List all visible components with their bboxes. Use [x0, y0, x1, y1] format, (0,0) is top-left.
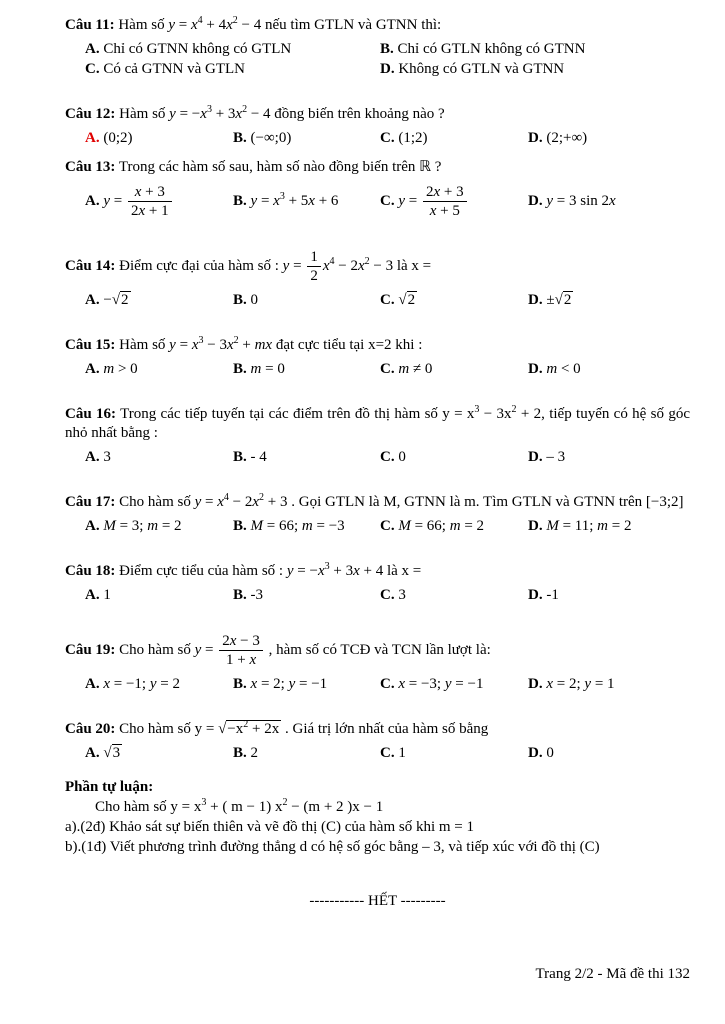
answer-option: [85, 182, 233, 221]
option-letter: C.: [380, 449, 395, 465]
option-text: - 4: [250, 449, 267, 465]
answer-option: [85, 448, 233, 467]
option-text: m = 0: [250, 361, 285, 377]
answer-option: [233, 192, 380, 211]
option-text: M = 66; m = −3: [250, 518, 345, 534]
question-label: Câu 13:: [65, 159, 116, 175]
option-letter: C.: [380, 130, 395, 146]
option-text: -1: [546, 587, 559, 603]
answer-option: [85, 360, 233, 379]
option-text: 3: [103, 449, 111, 465]
option-text: M = 11; m = 2: [546, 518, 632, 534]
question-stem-text: Trong các tiếp tuyến tại các điểm trên đồ thị hàm số $y = x^3 - 3x^2 + 2$, tiếp tuyến có hệ số góc nhỏ nhất bằng :: [65, 404, 690, 441]
option-letter: A.: [85, 449, 100, 465]
question: [65, 720, 690, 763]
option-letter: D.: [528, 193, 543, 209]
option-letter: B.: [233, 361, 247, 377]
option-letter: A.: [85, 192, 100, 209]
options-row: [65, 517, 690, 536]
answer-option: [380, 675, 528, 694]
answer-option: [380, 360, 528, 379]
question-stem-text: Cho hàm số $y = √-x^2 + 2x$ . Giá trị lớn nhất của hàm số bằng: [119, 719, 489, 737]
option-letter: D.: [528, 518, 543, 534]
option-letter: C.: [85, 61, 100, 77]
option-letter: C.: [380, 361, 395, 377]
option-text: (1;2): [398, 130, 428, 146]
answer-option: [233, 517, 380, 536]
option-text: 2: [250, 745, 259, 761]
option-letter: B.: [233, 587, 247, 603]
option-text: Không có GTLN và GTNN: [398, 61, 565, 77]
question-stem-text: Điểm cực đại của hàm số : y = $\frac{1}{2}$ $x^4 - 2x^2 - 3$ là x =: [119, 249, 432, 284]
question: [65, 16, 690, 79]
option-letter: D.: [528, 745, 543, 761]
option-letter: A.: [85, 41, 100, 57]
option-letter: D.: [528, 292, 543, 308]
question-stem: [65, 631, 690, 670]
question-stem-text: Hàm số $y = x^3 - 3x^2$ + mx đạt cực tiểu tại x=2 khi :: [119, 335, 423, 353]
option-letter: A.: [85, 676, 100, 692]
question-stem: [65, 720, 690, 739]
question-stem: [65, 16, 690, 35]
option-letter: B.: [380, 41, 394, 57]
option-text: m ≠ 0: [398, 361, 433, 377]
options-row: [65, 586, 690, 605]
option-letter: D.: [528, 676, 543, 692]
answer-option: [233, 291, 380, 310]
options-row: [65, 129, 690, 148]
options-row: [65, 448, 690, 467]
options-row: [65, 744, 690, 763]
question-stem-text: Cho hàm số y = $\frac{2x - 3}{1 + x}$ , hàm số có TCĐ và TCN lần lượt là:: [119, 633, 491, 668]
option-letter: C.: [380, 192, 395, 209]
option-text: x = 2; y = −1: [250, 676, 328, 692]
option-text: x = −3; y = −1: [398, 676, 484, 692]
answer-option: [85, 40, 380, 59]
option-text: 3: [398, 587, 406, 603]
option-text: m > 0: [103, 361, 138, 377]
option-text: Chỉ có GTLN không có GTNN: [397, 41, 586, 57]
options-row: [65, 291, 690, 310]
question-stem-text: Điểm cực tiểu của hàm số : $y = -x^3 + 3x + 4$ là x =: [119, 561, 422, 579]
answer-option: [528, 586, 690, 605]
option-letter: D.: [380, 61, 395, 77]
answer-option: [380, 182, 528, 221]
essay-intro: Cho hàm số $y = x^3$ + ( m − 1) $x^2 - (m + 2$ )x − 1: [95, 797, 384, 815]
question: [65, 405, 690, 467]
answer-option: [85, 129, 233, 148]
answer-option: [528, 360, 690, 379]
option-text: m < 0: [546, 361, 581, 377]
option-text: (−∞;0): [250, 130, 292, 146]
question: [65, 158, 690, 221]
answer-option: [233, 675, 380, 694]
option-letter: A.: [85, 361, 100, 377]
question: [65, 562, 690, 605]
end-divider: ----------- HẾT ---------: [309, 893, 446, 909]
question: [65, 336, 690, 379]
question-label: Câu 16:: [65, 406, 117, 422]
option-text: 1: [103, 587, 111, 603]
option-text: M = 3; m = 2: [103, 518, 182, 534]
option-letter: B.: [233, 676, 247, 692]
answer-option: [528, 192, 690, 211]
essay-part-b: b).(1đ) Viết phương trình đường thẳng d có hệ số góc bằng – 3, và tiếp xúc với đồ thị (C): [65, 839, 600, 855]
question-label: Câu 20:: [65, 721, 116, 737]
answer-option: [380, 517, 528, 536]
question-stem: [65, 405, 690, 443]
option-text: x = 2; y = 1: [546, 676, 615, 692]
question-stem: [65, 336, 690, 355]
question: [65, 105, 690, 148]
option-text: (0;2): [103, 130, 133, 146]
option-letter: C.: [380, 518, 395, 534]
essay-heading: Phần tự luận:: [65, 779, 154, 795]
answer-option: [528, 517, 690, 536]
option-text: $y = x^3 + 5x + 6$: [250, 191, 339, 209]
essay-part-a: a).(2đ) Khảo sát sự biến thiên và vẽ đồ thị (C) của hàm số khi m = 1: [65, 819, 474, 835]
answer-option: [85, 291, 233, 310]
option-text: x = −1; y = 2: [103, 676, 180, 692]
option-letter: B.: [233, 130, 247, 146]
question-label: Câu 14:: [65, 257, 116, 274]
answer-option: [233, 586, 380, 605]
option-letter: B.: [233, 745, 247, 761]
options-row: [65, 360, 690, 379]
option-text: √2: [398, 292, 416, 308]
page-footer: Trang 2/2 - Mã đề thi 132: [535, 966, 690, 982]
question: [65, 493, 690, 536]
option-text: y = $\frac{x + 3}{2x + 1}$: [103, 193, 173, 209]
option-letter: C.: [380, 745, 395, 761]
option-letter: C.: [380, 676, 395, 692]
option-text: y = $\frac{2x + 3}{x + 5}$: [398, 193, 468, 209]
question: [65, 247, 690, 310]
option-letter: A.: [85, 587, 100, 603]
answer-option: [380, 586, 528, 605]
option-letter: D.: [528, 449, 543, 465]
question-label: Câu 12:: [65, 106, 116, 122]
question-stem: [65, 247, 690, 286]
answer-option: [85, 60, 380, 79]
question-label: Câu 18:: [65, 563, 116, 579]
question-stem-text: Hàm số $y = -x^3 + 3x^2 - 4$ đồng biến trên khoảng nào ?: [119, 104, 445, 122]
option-letter: A.: [85, 130, 100, 146]
answer-option: [380, 129, 528, 148]
options-row: [65, 40, 690, 79]
option-letter: B.: [233, 518, 247, 534]
answer-option: [233, 744, 380, 763]
answer-option: [85, 675, 233, 694]
answer-option: [85, 517, 233, 536]
question-label: Câu 17:: [65, 494, 116, 510]
answer-option: [528, 744, 690, 763]
option-text: ±√2: [546, 292, 572, 308]
option-letter: D.: [528, 587, 543, 603]
option-text: -3: [250, 587, 264, 603]
option-text: √3: [103, 745, 121, 761]
answer-option: [528, 448, 690, 467]
option-letter: A.: [85, 518, 100, 534]
question-label: Câu 19:: [65, 641, 116, 658]
answer-option: [380, 291, 528, 310]
answer-option: [528, 291, 690, 310]
option-text: M = 66; m = 2: [398, 518, 485, 534]
option-text: Chỉ có GTNN không có GTLN: [103, 41, 292, 57]
option-text: 1: [398, 745, 406, 761]
answer-option: [233, 129, 380, 148]
question-label: Câu 15:: [65, 337, 116, 353]
option-text: y = 3 sin 2x: [546, 193, 616, 209]
option-text: (2;+∞): [546, 130, 588, 146]
option-letter: A.: [85, 292, 100, 308]
answer-option: [233, 360, 380, 379]
option-letter: D.: [528, 130, 543, 146]
question-stem-text: Trong các hàm số sau, hàm số nào đồng biến trên ℝ ?: [118, 159, 442, 175]
answer-option: [380, 448, 528, 467]
question-stem: [65, 562, 690, 581]
option-letter: B.: [233, 449, 247, 465]
essay-section: [65, 777, 690, 857]
option-text: 0: [250, 292, 259, 308]
question-stem-text: Cho hàm số $y = x^4 - 2x^2 + 3$ . Gọi GTLN là M, GTNN là m. Tìm GTLN và GTNN trên [−3;2]: [119, 492, 684, 510]
option-letter: D.: [528, 361, 543, 377]
option-letter: B.: [233, 193, 247, 209]
answer-option: [528, 129, 690, 148]
questions: [65, 16, 690, 763]
option-letter: B.: [233, 292, 247, 308]
question-stem: [65, 105, 690, 124]
question-stem: [65, 158, 690, 177]
option-text: −√2: [103, 292, 129, 308]
answer-option: [380, 40, 690, 59]
options-row: [65, 182, 690, 221]
answer-option: [85, 744, 233, 763]
option-letter: A.: [85, 745, 100, 761]
option-text: Có cả GTNN và GTLN: [103, 61, 245, 77]
option-text: 0: [546, 745, 554, 761]
answer-option: [233, 448, 380, 467]
option-text: – 3: [546, 449, 566, 465]
question: [65, 631, 690, 694]
question-stem: [65, 493, 690, 512]
question-label: Câu 11:: [65, 17, 115, 33]
answer-option: [528, 675, 690, 694]
answer-option: [380, 60, 690, 79]
answer-option: [380, 744, 528, 763]
options-row: [65, 675, 690, 694]
option-letter: C.: [380, 292, 395, 308]
option-letter: C.: [380, 587, 395, 603]
question-stem-text: Hàm số $y = x^4 + 4x^2 - 4$ nếu tìm GTLN và GTNN thì:: [118, 15, 442, 33]
option-text: 0: [398, 449, 406, 465]
answer-option: [85, 586, 233, 605]
